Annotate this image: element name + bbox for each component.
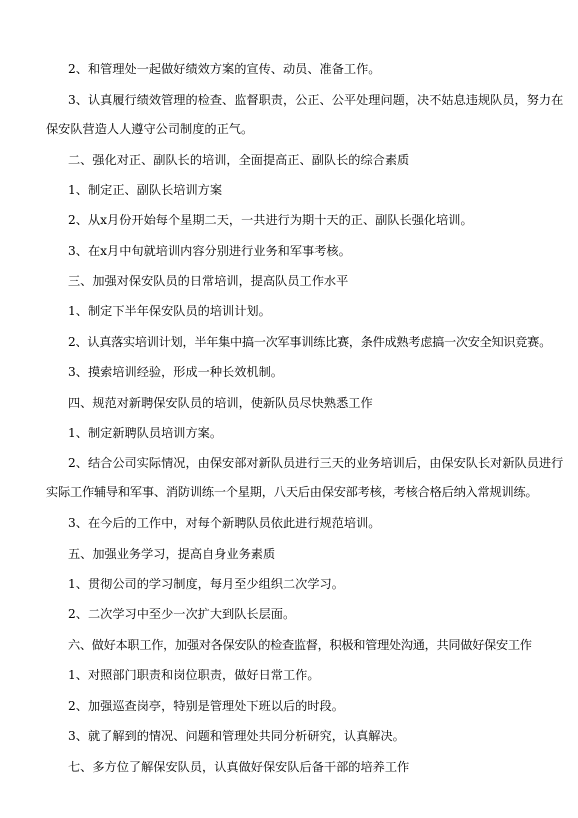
paragraph-line: 2、从x月份开始每个星期二天，一共进行为期十天的正、副队长强化培训。 bbox=[68, 213, 473, 227]
paragraph-line: 3、在今后的工作中，对每个新聘队员依此进行规范培训。 bbox=[68, 516, 381, 530]
paragraph bbox=[0, 455, 578, 500]
paragraph-line: 实际工作辅导和军事、消防训练一个星期，八天后由保安部考核，考核合格后纳入常规训练。 bbox=[46, 485, 538, 499]
paragraph bbox=[0, 698, 578, 714]
section-heading bbox=[0, 637, 578, 653]
paragraph-line: 1、对照部门职责和岗位职责，做好日常工作。 bbox=[68, 668, 320, 682]
section-heading bbox=[0, 759, 578, 775]
section-heading bbox=[0, 546, 578, 562]
paragraph-line: 3、摸索培训经验，形成一种长效机制。 bbox=[68, 365, 283, 379]
paragraph-line: 2、加强巡查岗亭，特别是管理处下班以后的时段。 bbox=[68, 699, 344, 713]
paragraph-line: 2、认真落实培训计划，半年集中搞一次军事训练比赛，条件成熟考虑搞一次安全知识竞赛。 bbox=[68, 335, 551, 349]
paragraph bbox=[0, 243, 578, 259]
paragraph bbox=[0, 606, 578, 622]
paragraph bbox=[0, 667, 578, 683]
paragraph-line: 3、在x月中旬就培训内容分别进行业务和军事考核。 bbox=[68, 244, 351, 258]
paragraph bbox=[0, 303, 578, 319]
paragraph bbox=[0, 61, 578, 77]
paragraph-line: 六、做好本职工作，加强对各保安队的检查监督，积极和管理处沟通，共同做好保安工作 bbox=[68, 638, 532, 652]
paragraph-line: 三、加强对保安队员的日常培训，提高队员工作水平 bbox=[68, 274, 349, 288]
paragraph-line: 3、就了解到的情况、问题和管理处共同分析研究，认真解决。 bbox=[68, 729, 405, 743]
paragraph-line: 2、和管理处一起做好绩效方案的宣传、动员、准备工作。 bbox=[68, 62, 381, 76]
section-heading bbox=[0, 152, 578, 168]
paragraph-line: 3、认真履行绩效管理的检查、监督职责，公正、公平处理问题，决不姑息违规队员，努力在 bbox=[68, 93, 564, 107]
paragraph-line: 2、二次学习中至少一次扩大到队长层面。 bbox=[68, 607, 296, 621]
paragraph-line: 保安队营造人人遵守公司制度的正气。 bbox=[46, 122, 254, 136]
paragraph-line: 七、多方位了解保安队员，认真做好保安队后备干部的培养工作 bbox=[68, 760, 410, 774]
section-heading bbox=[0, 395, 578, 411]
paragraph-line: 1、制定下半年保安队员的培训计划。 bbox=[68, 304, 271, 318]
paragraph-line: 1、贯彻公司的学习制度，每月至少组织二次学习。 bbox=[68, 577, 344, 591]
paragraph bbox=[0, 728, 578, 744]
paragraph bbox=[0, 212, 578, 228]
paragraph bbox=[0, 334, 578, 350]
paragraph-line: 二、强化对正、副队长的培训，全面提高正、副队长的综合素质 bbox=[68, 153, 410, 167]
paragraph-line: 2、结合公司实际情况，由保安部对新队员进行三天的业务培训后，由保安队长对新队员进行 bbox=[68, 456, 564, 470]
paragraph-line: 四、规范对新聘保安队员的培训，使新队员尽快熟悉工作 bbox=[68, 396, 373, 410]
paragraph bbox=[0, 576, 578, 592]
paragraph-line: 五、加强业务学习，提高自身业务素质 bbox=[68, 547, 276, 561]
paragraph bbox=[0, 92, 578, 137]
paragraph bbox=[0, 425, 578, 441]
paragraph bbox=[0, 182, 578, 198]
paragraph bbox=[0, 515, 578, 531]
paragraph bbox=[0, 364, 578, 380]
paragraph-line: 1、制定新聘队员培训方案。 bbox=[68, 426, 223, 440]
paragraph-line: 1、制定正、副队长培训方案 bbox=[68, 183, 223, 197]
section-heading bbox=[0, 273, 578, 289]
